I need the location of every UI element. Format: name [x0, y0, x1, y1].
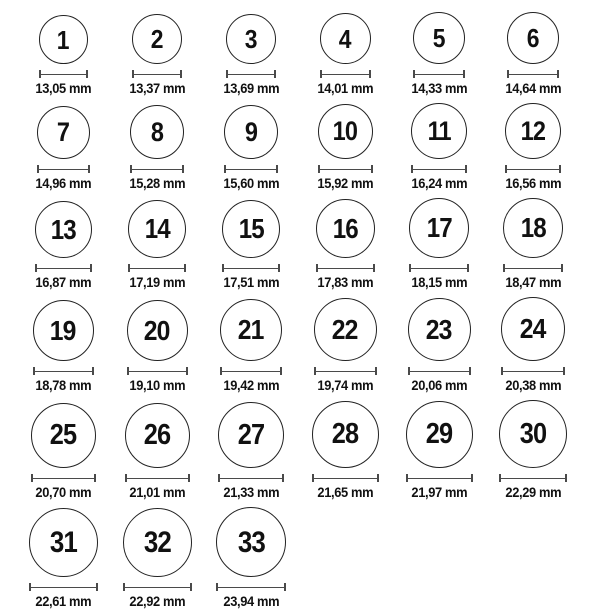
diameter-label: 21,97 mm: [411, 484, 467, 501]
dimension-line: [408, 367, 471, 375]
ring-circle: [507, 12, 559, 64]
ring-circle: [505, 103, 561, 159]
ring-circle: [123, 508, 192, 577]
diameter-label: 20,06 mm: [411, 377, 467, 394]
dimension-line: [226, 70, 276, 78]
ring-item: [392, 12, 486, 96]
ring-size-number: 4: [339, 23, 351, 54]
dimension-line: [222, 264, 280, 272]
diameter-label: 13,37 mm: [129, 80, 185, 96]
ring-circle: [501, 297, 565, 361]
ring-circle: [312, 401, 379, 468]
dimension-line: [413, 70, 465, 78]
ring-circle: [33, 300, 94, 361]
diameter-label: 22,61 mm: [35, 593, 91, 610]
ring-size-number: 31: [49, 526, 77, 560]
dimension-line: [499, 474, 567, 482]
dimension-line: [132, 70, 182, 78]
ring-circle: [409, 198, 469, 258]
ring-item: [110, 300, 204, 393]
ring-circle: [318, 104, 373, 159]
chart-row: [16, 103, 600, 191]
ring-circle: [499, 400, 567, 468]
ring-item: [16, 15, 110, 96]
diameter-label: 21,01 mm: [129, 484, 185, 501]
chart-row: [16, 198, 600, 290]
ring-item: [392, 298, 486, 393]
ring-size-number: 1: [57, 24, 69, 55]
ring-circle: [39, 15, 88, 64]
diameter-label: 20,38 mm: [505, 377, 561, 394]
ring-item: [204, 299, 298, 393]
ring-size-number: 22: [332, 313, 358, 345]
ring-size-number: 27: [237, 418, 265, 451]
diameter-label: 18,78 mm: [35, 377, 91, 394]
ring-item: [16, 201, 110, 290]
dimension-line: [501, 367, 565, 375]
ring-item: [16, 106, 110, 191]
ring-size-number: 20: [144, 314, 170, 346]
ring-size-number: 25: [49, 419, 77, 452]
diameter-label: 16,24 mm: [411, 175, 467, 192]
ring-circle: [320, 13, 371, 64]
ring-circle: [130, 105, 184, 159]
ring-circle: [216, 507, 286, 577]
diameter-label: 21,33 mm: [223, 484, 279, 501]
ring-item: [110, 403, 204, 500]
diameter-label: 15,92 mm: [317, 175, 373, 192]
ring-circle: [406, 401, 473, 468]
ring-circle: [408, 298, 471, 361]
dimension-line: [125, 474, 190, 482]
ring-item: [110, 508, 204, 609]
ring-item: [298, 298, 392, 393]
ring-item: [298, 401, 392, 500]
ring-size-number: 16: [332, 212, 358, 244]
chart-row: [16, 400, 600, 500]
ring-size-number: 17: [426, 212, 452, 244]
ring-item: [204, 14, 298, 96]
dimension-line: [320, 70, 371, 78]
ring-size-number: 14: [144, 213, 170, 245]
dimension-line: [128, 264, 186, 272]
diameter-label: 19,74 mm: [317, 377, 373, 394]
ring-size-number: 15: [238, 213, 264, 245]
ring-size-number: 6: [527, 23, 539, 53]
ring-item: [298, 104, 392, 191]
diameter-label: 20,70 mm: [35, 484, 91, 501]
diameter-label: 14,96 mm: [35, 175, 91, 192]
ring-item: [16, 300, 110, 393]
ring-size-number: 21: [238, 314, 264, 346]
ring-size-number: 32: [143, 526, 171, 560]
ring-circle: [125, 403, 190, 468]
diameter-label: 13,69 mm: [223, 80, 279, 96]
ring-item: [110, 105, 204, 191]
dimension-line: [127, 367, 188, 375]
ring-size-number: 13: [50, 213, 76, 245]
chart-row: [16, 297, 600, 393]
ring-item: [392, 401, 486, 500]
diameter-label: 19,42 mm: [223, 377, 279, 394]
ring-item: [392, 198, 486, 290]
dimension-line: [218, 474, 284, 482]
ring-circle: [127, 300, 188, 361]
dimension-line: [216, 583, 286, 591]
ring-item: [110, 200, 204, 290]
dimension-line: [318, 165, 373, 173]
ring-circle: [37, 106, 90, 159]
dimension-line: [35, 264, 92, 272]
diameter-label: 22,29 mm: [505, 484, 561, 501]
dimension-line: [123, 583, 192, 591]
ring-item: [486, 400, 580, 500]
ring-size-number: 30: [519, 417, 547, 450]
ring-item: [486, 198, 580, 290]
dimension-line: [503, 264, 563, 272]
diameter-label: 17,19 mm: [129, 274, 185, 291]
ring-circle: [224, 105, 278, 159]
dimension-line: [507, 70, 559, 78]
ring-circle: [226, 14, 276, 64]
diameter-label: 17,83 mm: [317, 274, 373, 291]
ring-item: [298, 13, 392, 96]
dimension-line: [220, 367, 282, 375]
ring-item: [392, 103, 486, 191]
diameter-label: 14,01 mm: [317, 80, 373, 96]
ring-circle: [35, 201, 92, 258]
dimension-line: [312, 474, 379, 482]
diameter-label: 23,94 mm: [223, 593, 279, 610]
ring-item: [486, 103, 580, 191]
diameter-label: 19,10 mm: [129, 377, 185, 394]
diameter-label: 15,28 mm: [129, 175, 185, 192]
dimension-line: [505, 165, 561, 173]
ring-size-number: 8: [150, 116, 164, 147]
ring-item: [16, 508, 110, 609]
ring-circle: [503, 198, 563, 258]
dimension-line: [316, 264, 375, 272]
dimension-line: [37, 165, 90, 173]
diameter-label: 21,65 mm: [317, 484, 373, 501]
diameter-label: 18,47 mm: [505, 274, 561, 291]
ring-item: [16, 403, 110, 500]
ring-item: [110, 14, 204, 96]
dimension-line: [29, 583, 98, 591]
ring-item: [204, 200, 298, 290]
dimension-line: [406, 474, 473, 482]
ring-circle: [316, 199, 375, 258]
chart-row: [16, 507, 600, 609]
diameter-label: 17,51 mm: [223, 274, 279, 291]
ring-size-number: 2: [151, 24, 163, 54]
diameter-label: 18,15 mm: [411, 274, 467, 291]
ring-size-number: 19: [50, 314, 76, 346]
dimension-line: [409, 264, 469, 272]
diameter-label: 14,33 mm: [411, 80, 467, 96]
diameter-label: 16,56 mm: [505, 175, 561, 192]
ring-item: [298, 199, 392, 290]
ring-circle: [222, 200, 280, 258]
ring-circle: [413, 12, 465, 64]
ring-circle: [218, 402, 284, 468]
diameter-label: 16,87 mm: [35, 274, 91, 291]
diameter-label: 22,92 mm: [129, 593, 185, 610]
ring-size-number: 18: [520, 212, 546, 244]
ring-item: [204, 402, 298, 500]
ring-size-number: 28: [331, 418, 359, 451]
dimension-line: [33, 367, 94, 375]
ring-size-number: 12: [520, 115, 546, 146]
ring-circle: [220, 299, 282, 361]
dimension-line: [314, 367, 377, 375]
ring-size-number: 24: [520, 313, 546, 345]
ring-size-number: 29: [425, 418, 453, 451]
ring-size-number: 26: [143, 419, 171, 452]
ring-item: [486, 297, 580, 393]
ring-size-number: 9: [244, 116, 258, 147]
ring-circle: [132, 14, 182, 64]
dimension-line: [224, 165, 278, 173]
ring-size-number: 7: [56, 117, 70, 148]
ring-circle: [31, 403, 96, 468]
ring-size-number: 3: [245, 24, 257, 54]
diameter-label: 13,05 mm: [35, 80, 91, 96]
ring-size-number: 11: [427, 115, 451, 146]
ring-circle: [29, 508, 98, 577]
dimension-line: [130, 165, 184, 173]
dimension-line: [31, 474, 96, 482]
dimension-line: [411, 165, 467, 173]
ring-item: [204, 507, 298, 609]
ring-size-number: 5: [433, 23, 445, 53]
ring-size-number: 10: [332, 116, 358, 147]
dimension-line: [39, 70, 88, 78]
ring-circle: [128, 200, 186, 258]
ring-size-number: 23: [426, 313, 452, 345]
diameter-label: 14,64 mm: [505, 80, 561, 96]
ring-size-number: 33: [237, 525, 265, 559]
ring-item: [204, 105, 298, 191]
chart-row: [16, 12, 600, 96]
ring-circle: [411, 103, 467, 159]
ring-circle: [314, 298, 377, 361]
ring-item: [486, 12, 580, 96]
diameter-label: 15,60 mm: [223, 175, 279, 192]
